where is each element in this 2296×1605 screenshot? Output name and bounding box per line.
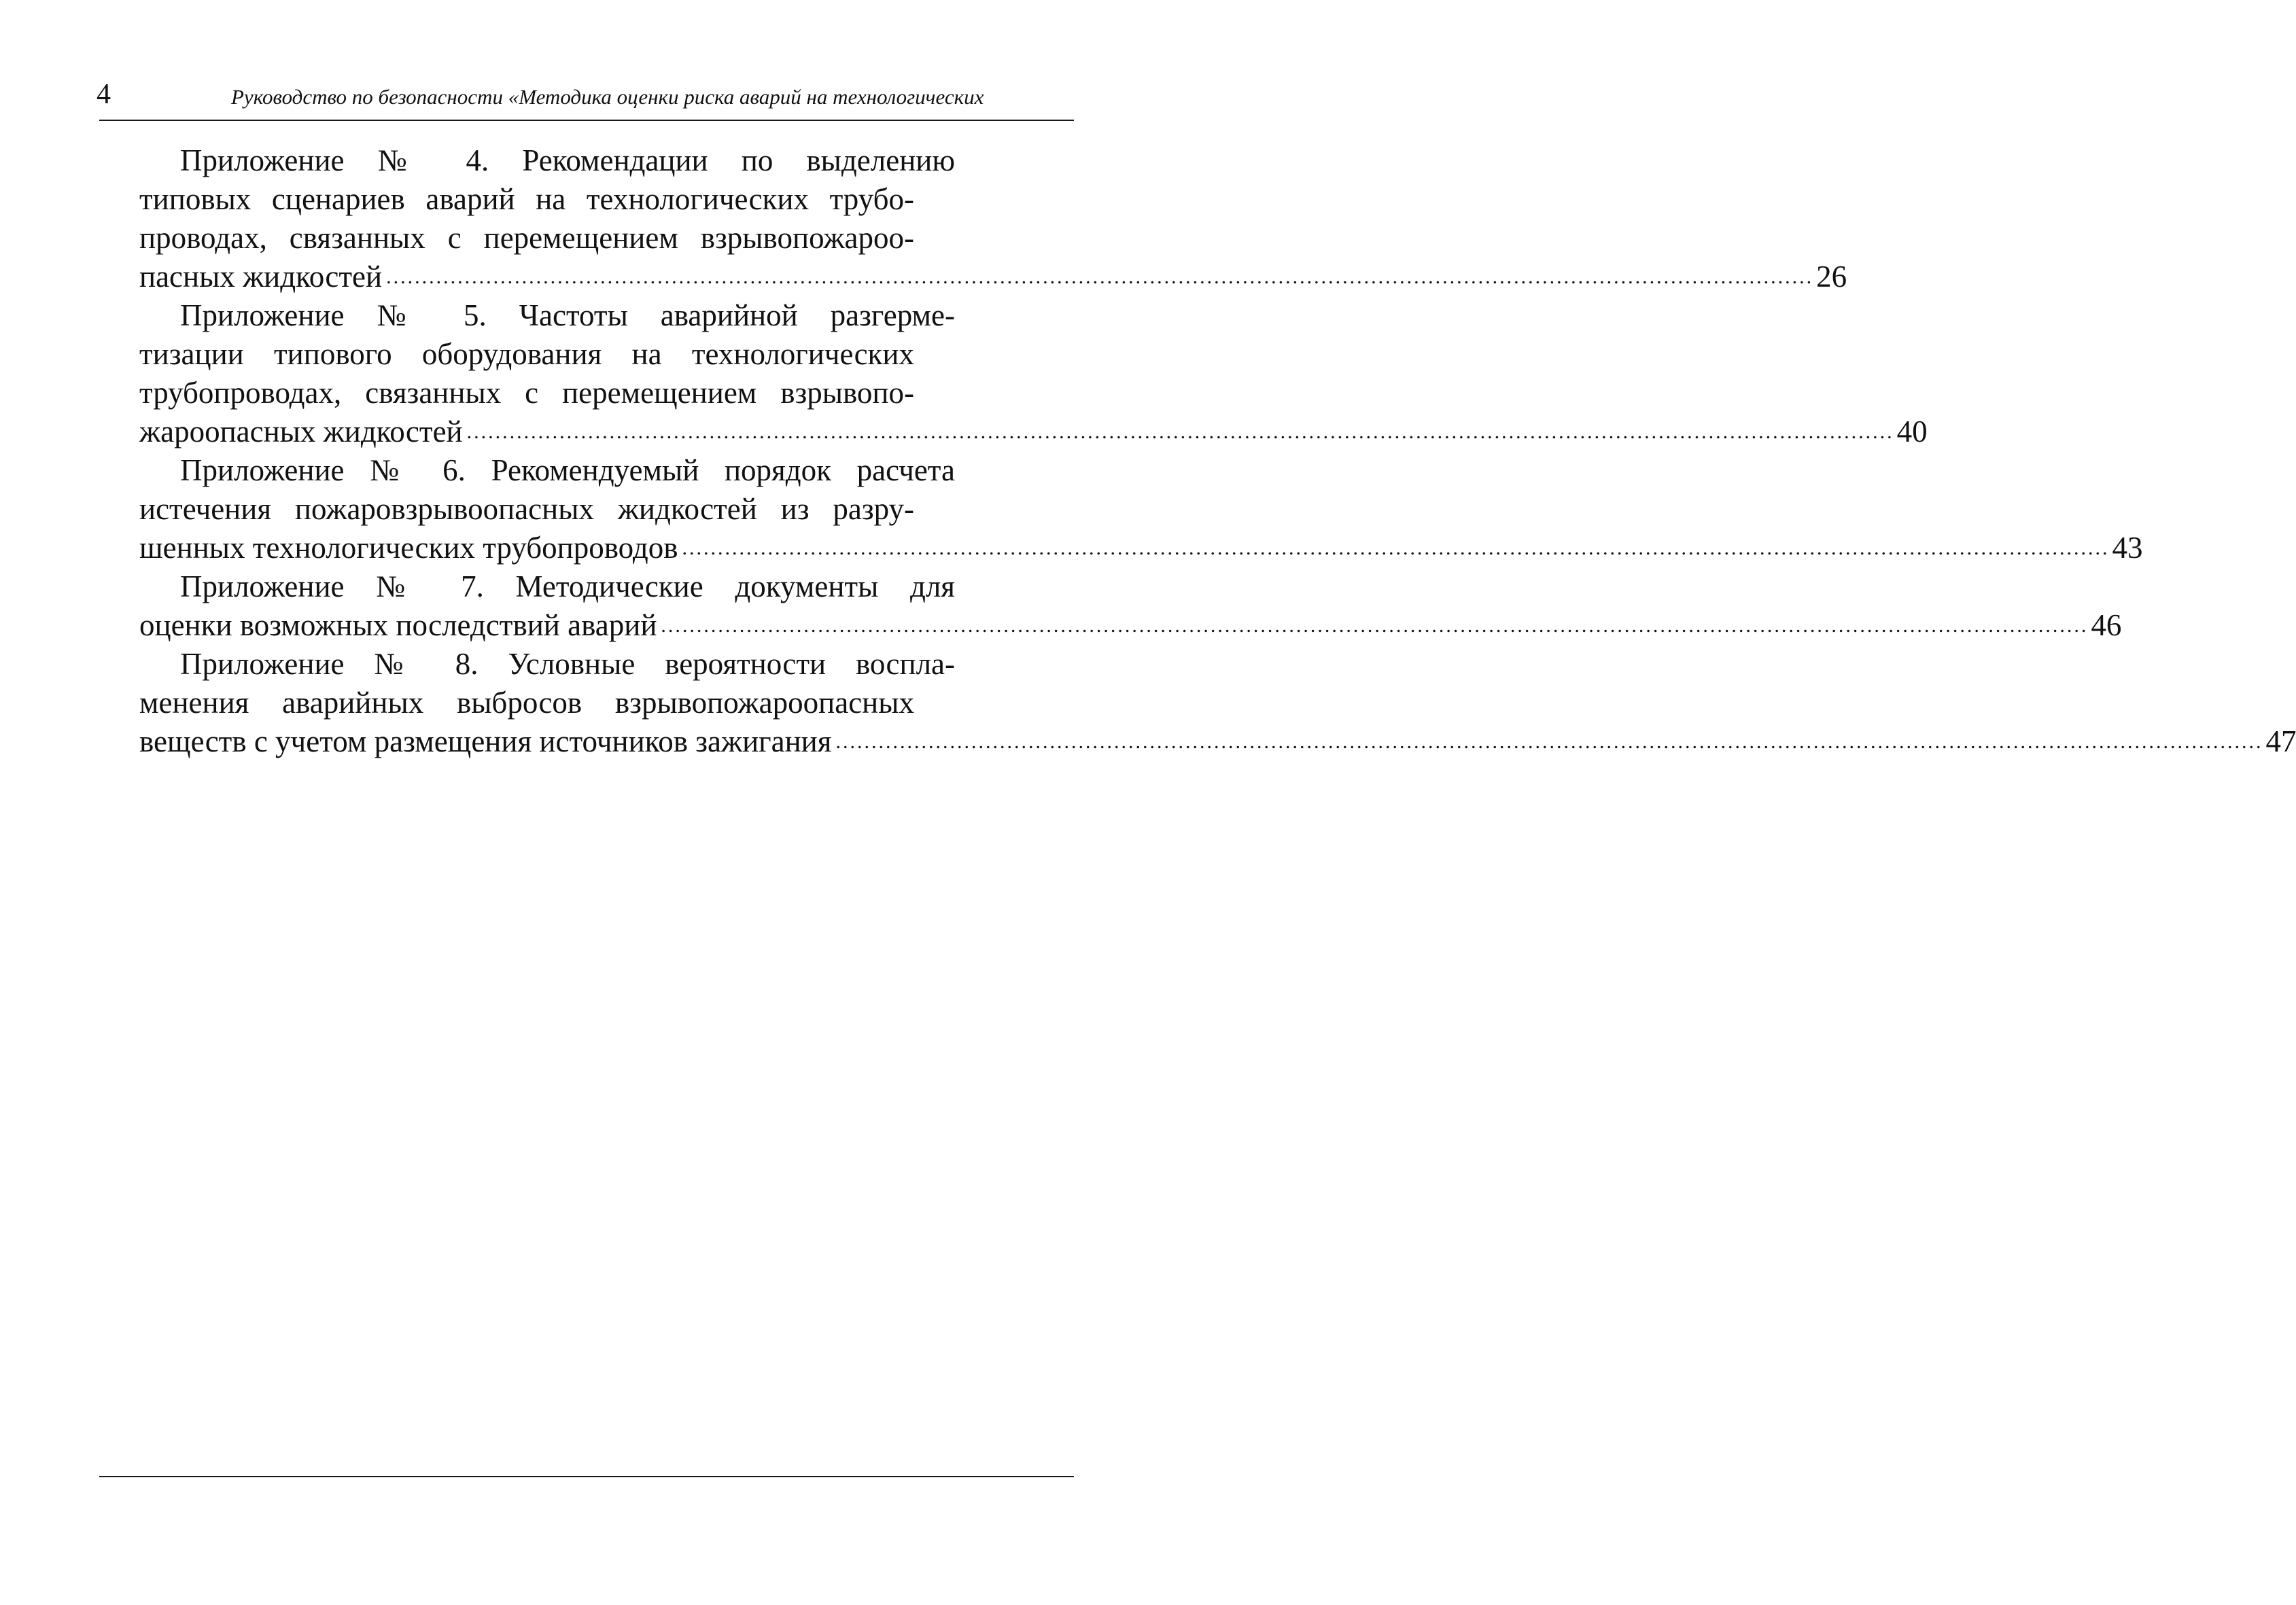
footer-divider [99, 1476, 1074, 1477]
toc-entry-appendix-7 [139, 567, 2122, 645]
toc-entry-text-line: Приложение № 8. Условные вероятности воспла- [180, 647, 955, 681]
header-divider [99, 120, 1074, 121]
dot-leader: ........................................................................................................................................................................................................ [386, 266, 1814, 288]
toc-entry-appendix-5 [139, 296, 1928, 451]
toc-page-number: 26 [1816, 260, 1847, 294]
dot-leader: ........................................................................................................................................................................................................ [835, 730, 2263, 753]
toc-entry-text-line: оценки возможных последствий аварий [139, 608, 657, 642]
toc-page-number: 40 [1896, 415, 1928, 448]
dot-leader: ........................................................................................................................................................................................................ [682, 537, 2110, 559]
toc-entry-text-line: Приложение № 5. Частоты аварийной разгерме- [180, 298, 955, 332]
toc-entry-text-line: тизации типового оборудования на технологических [139, 337, 914, 371]
toc-entry-appendix-8 [139, 645, 2296, 761]
toc-entry-text-line: Приложение № 6. Рекомендуемый порядок расчета [180, 453, 955, 487]
page-number: 4 [97, 79, 111, 110]
toc-entry-text-line: менения аварийных выбросов взрывопожароопасных [139, 686, 914, 720]
running-head-title: Руководство по безопасности «Методика оценки риска аварий на технологических [231, 85, 984, 109]
toc-entry-text-line: проводах, связанных с перемещением взрывопожароо- [139, 221, 914, 255]
toc-entry-text-line: трубопроводах, связанных с перемещением взрывопо- [139, 376, 914, 410]
toc-entry-appendix-4 [139, 141, 1847, 296]
toc-entry-text-line: Приложение № 4. Рекомендации по выделению [180, 143, 955, 177]
toc-page-number: 46 [2091, 608, 2122, 642]
toc-entry-text-line: шенных технологических трубопроводов [139, 531, 678, 565]
toc-entry-text-line: типовых сценариев аварий на технологических трубо- [139, 182, 914, 216]
toc-entry-text-line: истечения пожаровзрывоопасных жидкостей из разру- [139, 492, 914, 526]
dot-leader: ........................................................................................................................................................................................................ [466, 421, 1894, 443]
toc-page-number: 47 [2265, 724, 2296, 758]
toc-entry-text-line: Приложение № 7. Методические документы для [180, 569, 955, 603]
toc-entry-text-line: жароопасных жидкостей [139, 415, 463, 448]
toc-entry-text-line: пасных жидкостей [139, 260, 383, 294]
toc-entry-appendix-6 [139, 451, 2143, 567]
toc-page-number: 43 [2112, 531, 2143, 565]
dot-leader: ........................................................................................................................................................................................................ [661, 614, 2089, 637]
toc-entry-text-line: веществ с учетом размещения источников зажигания [139, 724, 832, 758]
table-of-contents [139, 141, 2296, 761]
